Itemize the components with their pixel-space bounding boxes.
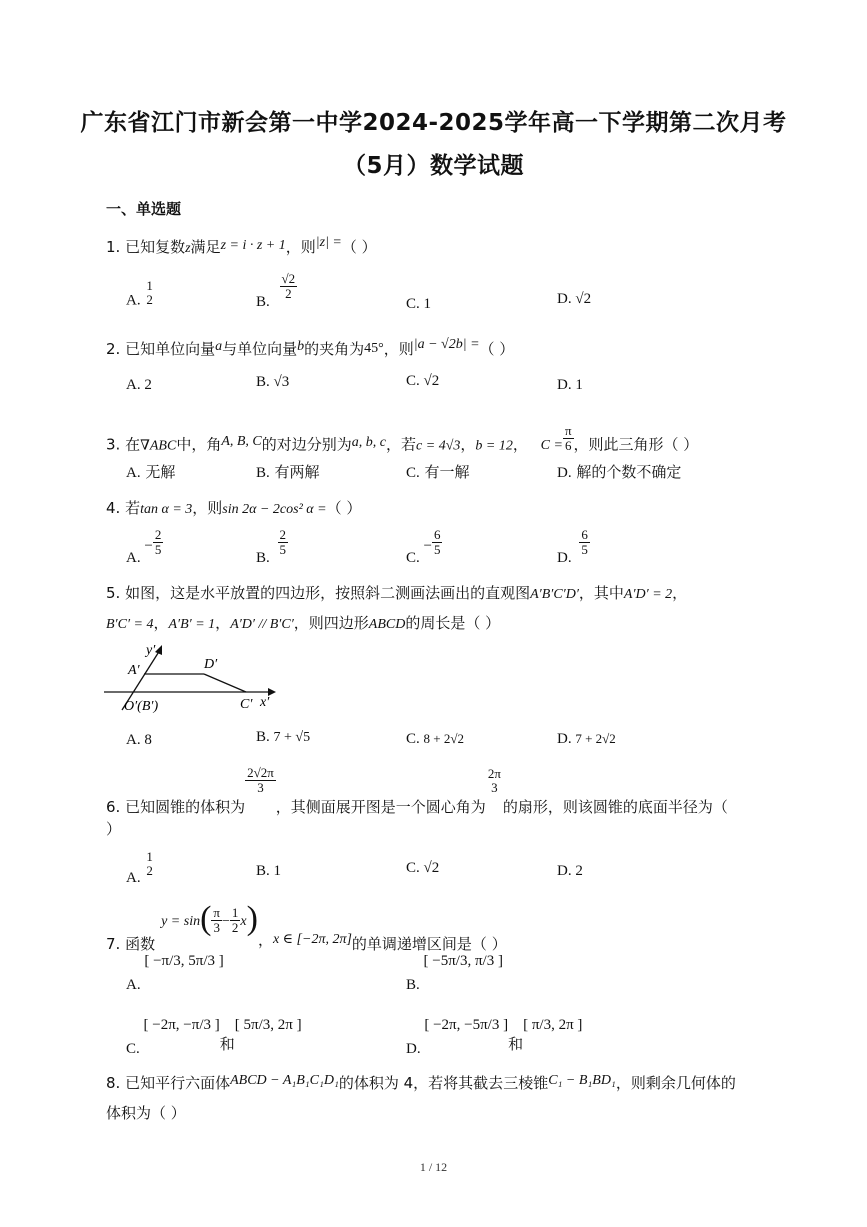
q6-option-d[interactable]: D. 2 bbox=[557, 863, 583, 879]
q1-option-d[interactable]: D. √2 bbox=[557, 291, 592, 307]
q2-option-d[interactable]: D. 1 bbox=[557, 377, 583, 393]
q7-option-a[interactable]: A. [ −π/3, 5π/3 ] bbox=[126, 953, 224, 993]
question-5-line2: B′C′ = 4，A′B′ = 1，A′D′ // B′C′，则四边形ABCD的周长是（ ） bbox=[106, 614, 501, 632]
q5-option-d[interactable]: D. 7 + 2√2 bbox=[557, 731, 616, 747]
question-8-line1: 8. 已知平行六面体ABCD − A₁B₁C₁D₁的体积为 4，若将其截去三棱锥C₁ − B₁BD₁，则剩余几何体的 bbox=[106, 1073, 736, 1092]
q2-option-b[interactable]: B. √3 bbox=[256, 374, 290, 390]
question-1-stem: 1. 已知复数z满足z = i · z + 1，则|z| =（ ） bbox=[106, 235, 377, 256]
q1-option-c[interactable]: C. 1 bbox=[406, 296, 432, 312]
q4-option-b[interactable]: B. $\frac{2}{5}$ bbox=[256, 527, 287, 567]
q3-option-b[interactable]: B. 有两解 bbox=[256, 463, 320, 481]
label-d: D′ bbox=[204, 657, 218, 672]
page-title-line2: （5月）数学试题 bbox=[342, 153, 524, 179]
q1-option-a[interactable]: A. 1 2 bbox=[126, 278, 153, 309]
q2-option-a[interactable]: A. 2 bbox=[126, 377, 152, 393]
question-5-line1: 5. 如图，这是水平放置的四边形，按照斜二测画法画出的直观图A′B′C′D′，其中A′D′ = 2， bbox=[106, 584, 688, 602]
q5-option-a[interactable]: A. 8 bbox=[126, 732, 152, 748]
q5-option-b[interactable]: B. 7 + √5 bbox=[256, 729, 311, 745]
question-2-stem: 2. 已知单位向量a与单位向量b的夹角为45°，则|a − √2b| =（ ） bbox=[106, 337, 515, 358]
q5-figure bbox=[100, 640, 290, 720]
question-6-stem: 6. 已知圆锥的体积为 $\frac{2√2\pi}{3}$ ，其侧面展开图是一个圆心角为 2π 3 的扇形，则该圆锥的底面半径为（ bbox=[106, 765, 728, 817]
q6-option-c[interactable]: C. √2 bbox=[406, 860, 440, 876]
q3-option-a[interactable]: A. 无解 bbox=[126, 463, 176, 481]
question-4-stem: 4. 若tan α = 3，则sin 2α − 2cos² α =（ ） bbox=[106, 499, 362, 517]
q4-option-a[interactable]: A. − $\frac{2}{5}$ bbox=[126, 527, 162, 567]
q1-option-b[interactable]: B. $\frac{√2}{2}$ bbox=[256, 271, 296, 311]
page-number: 1 / 12 bbox=[419, 1160, 448, 1174]
q6-option-a[interactable]: A. 1 2 bbox=[126, 849, 153, 886]
question-7-stem: 7. 函数y = sin( $\frac{\pi}{3}$ − $\frac{1}{2}$ x)，x ∈ [−2π, 2π]的单调递增区间是（ ） bbox=[106, 900, 507, 953]
q7-option-d[interactable]: D. [ −2π, −5π/3 ]和[ π/3, 2π ] bbox=[406, 1017, 583, 1057]
question-8-line2: 体积为（ ） bbox=[106, 1104, 186, 1122]
label-o: O′(B′) bbox=[124, 699, 159, 714]
label-c: C′ bbox=[240, 697, 253, 712]
edge-dc bbox=[204, 674, 246, 692]
q6-option-b[interactable]: B. 1 bbox=[256, 863, 282, 879]
q5-option-c[interactable]: C. 8 + 2√2 bbox=[406, 731, 464, 747]
q7-option-c[interactable]: C. [ −2π, −π/3 ]和[ 5π/3, 2π ] bbox=[126, 1017, 302, 1057]
question-3-stem: 3. 在∇ABC中，角A, B, C的对边分别为a, b, c，若c = 4√3，b = 12， C = $\frac{\pi}{6}$ ，则此三角形（ ） bbox=[106, 423, 699, 454]
q4-option-c[interactable]: C. − $\frac{6}{5}$ bbox=[406, 527, 441, 567]
label-y: y′ bbox=[146, 643, 156, 658]
question-6-close: ） bbox=[106, 820, 122, 838]
y-axis-arrow bbox=[155, 645, 162, 655]
q3-option-d[interactable]: D. 解的个数不确定 bbox=[557, 463, 682, 481]
section-heading: 一、单选题 bbox=[106, 200, 182, 218]
q2-option-c[interactable]: C. √2 bbox=[406, 373, 440, 389]
label-x: x′ bbox=[260, 695, 270, 710]
q4-option-d[interactable]: D. $\frac{6}{5}$ bbox=[557, 527, 588, 567]
q3-option-c[interactable]: C. 有一解 bbox=[406, 463, 470, 481]
label-a: A′ bbox=[128, 663, 140, 678]
q7-option-b[interactable]: B. [ −5π/3, π/3 ] bbox=[406, 953, 503, 993]
page-title-line1: 广东省江门市新会第一中学2024-2025学年高一下学期第二次月考 bbox=[80, 110, 787, 136]
